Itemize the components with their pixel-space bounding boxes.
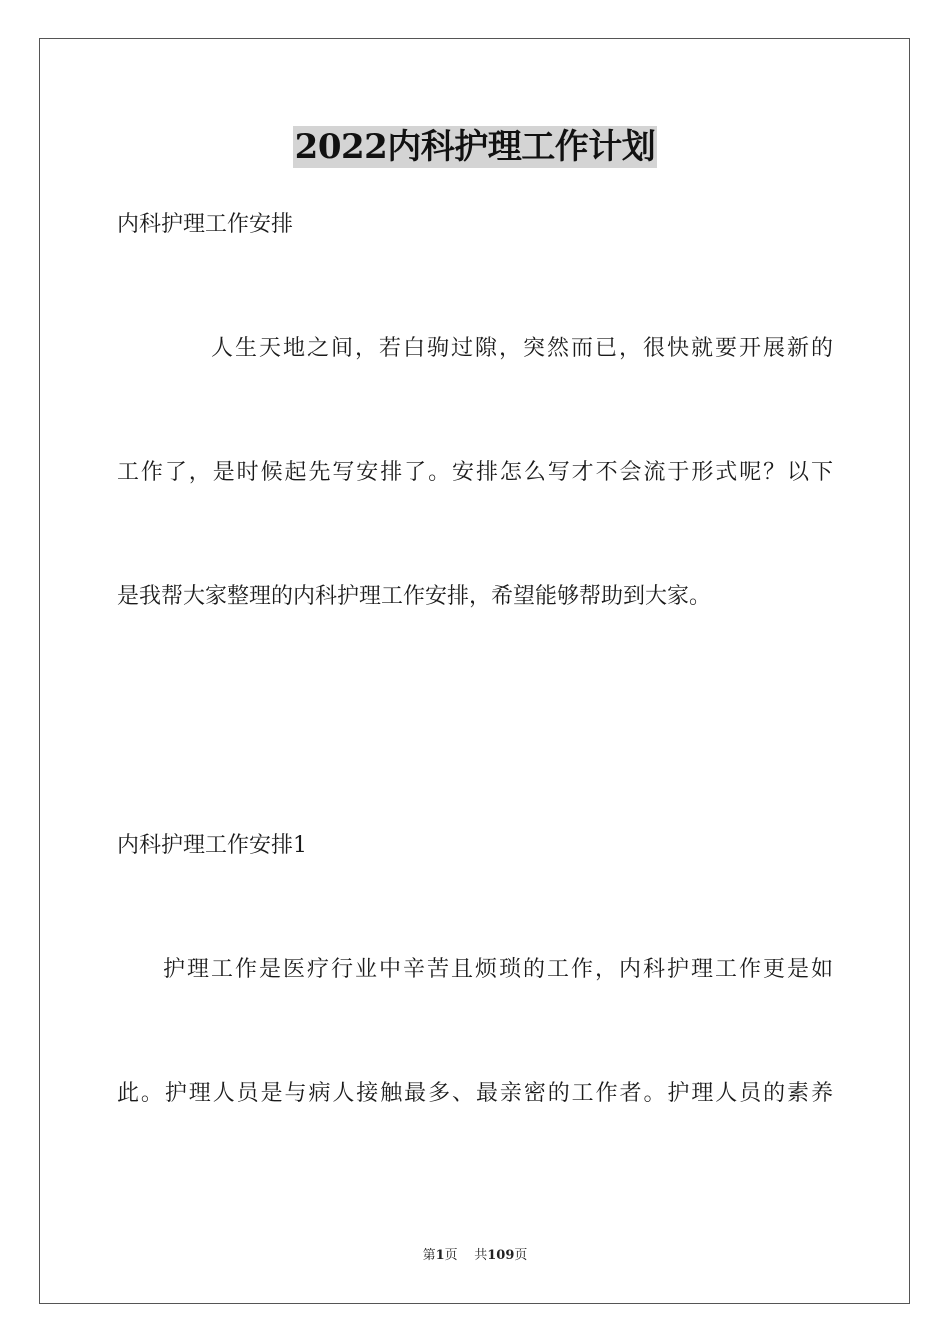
paragraph-line: 工作了，是时候起先写安排了。安排怎么写才不会流于形式呢？以下: [117, 460, 833, 485]
page-footer: [0, 1247, 950, 1265]
paragraph-line: 是我帮大家整理的内科护理工作安排，希望能够帮助到大家。: [117, 584, 712, 609]
section-heading-arrangement: 内科护理工作安排: [117, 212, 294, 237]
footer-total-pages: 109: [487, 1248, 515, 1263]
section-heading-arrangement-1: 内科护理工作安排1: [117, 833, 307, 858]
footer-prefix: 第: [422, 1248, 436, 1263]
document-title: 2022内科护理工作计划: [294, 127, 656, 167]
paragraph-line: 此。护理人员是与病人接触最多、最亲密的工作者。护理人员的素养: [117, 1081, 833, 1106]
footer-current-page: 1: [435, 1248, 445, 1263]
paragraph-line: 护理工作是医疗行业中辛苦且烦琐的工作，内科护理工作更是如: [163, 957, 833, 982]
paragraph-line: 人生天地之间，若白驹过隙，突然而已，很快就要开展新的: [211, 336, 833, 361]
footer-total-prefix: 共: [474, 1248, 488, 1263]
footer-total-suffix: 页: [514, 1248, 528, 1263]
title-wrapper: [0, 126, 950, 168]
footer-page-suffix: 页: [444, 1248, 458, 1263]
